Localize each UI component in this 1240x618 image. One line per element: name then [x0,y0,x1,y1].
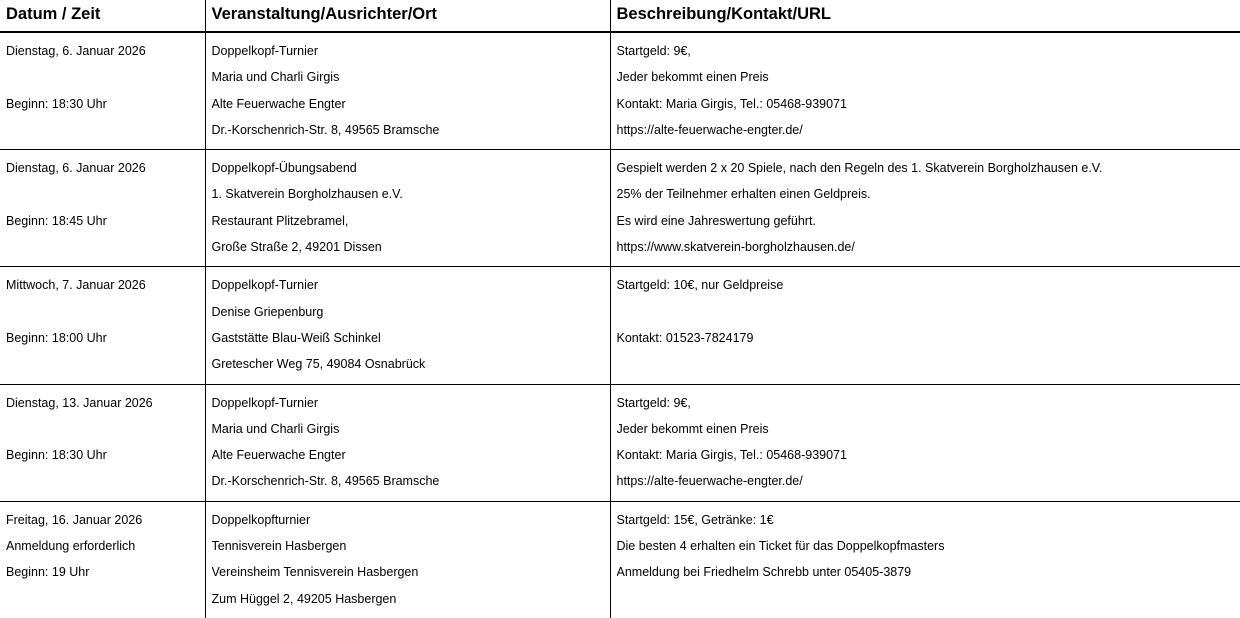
text-line: Startgeld: 10€, nur Geldpreise [616,278,784,293]
cell-beschreibung [610,150,1240,267]
column-header-beschreibung: Beschreibung/Kontakt/URL [610,0,1240,32]
text-line: Beginn: 18:30 Uhr [6,96,107,111]
text-line: Die besten 4 erhalten ein Ticket für das Doppelkopfmasters [616,539,945,554]
link-text[interactable]: https://www.skatverein-borgholzhausen.de/ [616,240,855,255]
table-row [0,150,1240,267]
text-line: Dr.-Korschenrich-Str. 8, 49565 Bramsche [211,474,440,489]
text-line: Doppelkopf-Turnier [211,395,319,410]
text-line: Doppelkopfturnier [211,512,311,527]
text-line [6,586,199,612]
link-text[interactable]: https://alte-feuerwache-engter.de/ [616,474,803,489]
text-line: Doppelkopf-Übungsabend [211,161,357,176]
cell-beschreibung [610,384,1240,501]
cell-datum [0,150,205,267]
text-line: Beginn: 19 Uhr [6,565,90,580]
cell-datum [0,267,205,384]
text-line: 1. Skatverein Borgholzhausen e.V. [211,187,403,202]
text-line: Vereinsheim Tennisverein Hasbergen [211,565,419,580]
text-line: Kontakt: Maria Girgis, Tel.: 05468-939071 [616,96,847,111]
text-line [617,586,1235,612]
text-line: Startgeld: 15€, Getränke: 1€ [616,512,774,527]
cell-veranstaltung [205,267,610,384]
cell-veranstaltung [205,501,610,618]
text-line: Gespielt werden 2 x 20 Spiele, nach den Regeln des 1. Skatverein Borgholzhausen e.V. [616,161,1103,176]
text-line [6,117,199,143]
link-text[interactable]: https://alte-feuerwache-engter.de/ [616,122,803,137]
text-line: Freitag, 16. Januar 2026 [6,512,143,527]
text-line [6,234,199,260]
text-line [6,351,199,377]
text-line: Doppelkopf-Turnier [211,278,319,293]
text-line [6,299,199,325]
text-line: Kontakt: 01523-7824179 [616,330,754,345]
column-header-datum: Datum / Zeit [0,0,205,32]
text-line: Dienstag, 13. Januar 2026 [6,395,153,410]
text-line: Denise Griepenburg [211,304,324,319]
text-line: 25% der Teilnehmer erhalten einen Geldpreis. [616,187,871,202]
text-line [6,416,199,442]
text-line: Startgeld: 9€, [616,395,691,410]
cell-datum [0,501,205,618]
table-row [0,32,1240,150]
cell-beschreibung [610,267,1240,384]
table-body [0,32,1240,618]
text-line: Gretescher Weg 75, 49084 Osnabrück [211,357,426,372]
cell-veranstaltung [205,384,610,501]
cell-beschreibung [610,501,1240,618]
cell-datum [0,384,205,501]
text-line: Kontakt: Maria Girgis, Tel.: 05468-939071 [616,448,847,463]
text-line: Doppelkopf-Turnier [211,44,319,58]
table-row [0,384,1240,501]
text-line: Dr.-Korschenrich-Str. 8, 49565 Bramsche [211,122,440,137]
text-line: Startgeld: 9€, [616,44,691,58]
cell-beschreibung [610,32,1240,150]
text-line: Es wird eine Jahreswertung geführt. [616,213,816,228]
text-line: Zum Hüggel 2, 49205 Hasbergen [211,591,397,606]
text-line [617,299,1235,325]
text-line: Jeder bekommt einen Preis [616,70,769,85]
text-line: Tennisverein Hasbergen [211,539,347,554]
text-line: Beginn: 18:00 Uhr [6,330,107,345]
text-line: Beginn: 18:30 Uhr [6,448,107,463]
cell-datum [0,32,205,150]
text-line: Mittwoch, 7. Januar 2026 [6,278,146,293]
cell-veranstaltung [205,32,610,150]
text-line [6,64,199,90]
text-line: Alte Feuerwache Engter [211,448,346,463]
text-line: Alte Feuerwache Engter [211,96,346,111]
column-header-veranstaltung: Veranstaltung/Ausrichter/Ort [205,0,610,32]
header-row [0,0,1240,32]
text-line [6,468,199,494]
cell-veranstaltung [205,150,610,267]
text-line: Maria und Charli Girgis [211,70,340,85]
text-line: Große Straße 2, 49201 Dissen [211,240,382,255]
text-line: Jeder bekommt einen Preis [616,421,769,436]
text-line: Dienstag, 6. Januar 2026 [6,44,146,58]
table-header [0,0,1240,32]
table-row [0,267,1240,384]
text-line: Dienstag, 6. Januar 2026 [6,161,146,176]
text-line: Anmeldung erforderlich [6,539,136,554]
text-line: Anmeldung bei Friedhelm Schrebb unter 05405-3879 [616,565,912,580]
text-line: Maria und Charli Girgis [211,421,340,436]
table-row [0,501,1240,618]
text-line: Restaurant Plitzebramel, [211,213,349,228]
text-line [617,351,1235,377]
text-line [6,181,199,207]
text-line: Gaststätte Blau-Weiß Schinkel [211,330,381,345]
text-line: Beginn: 18:45 Uhr [6,213,107,228]
